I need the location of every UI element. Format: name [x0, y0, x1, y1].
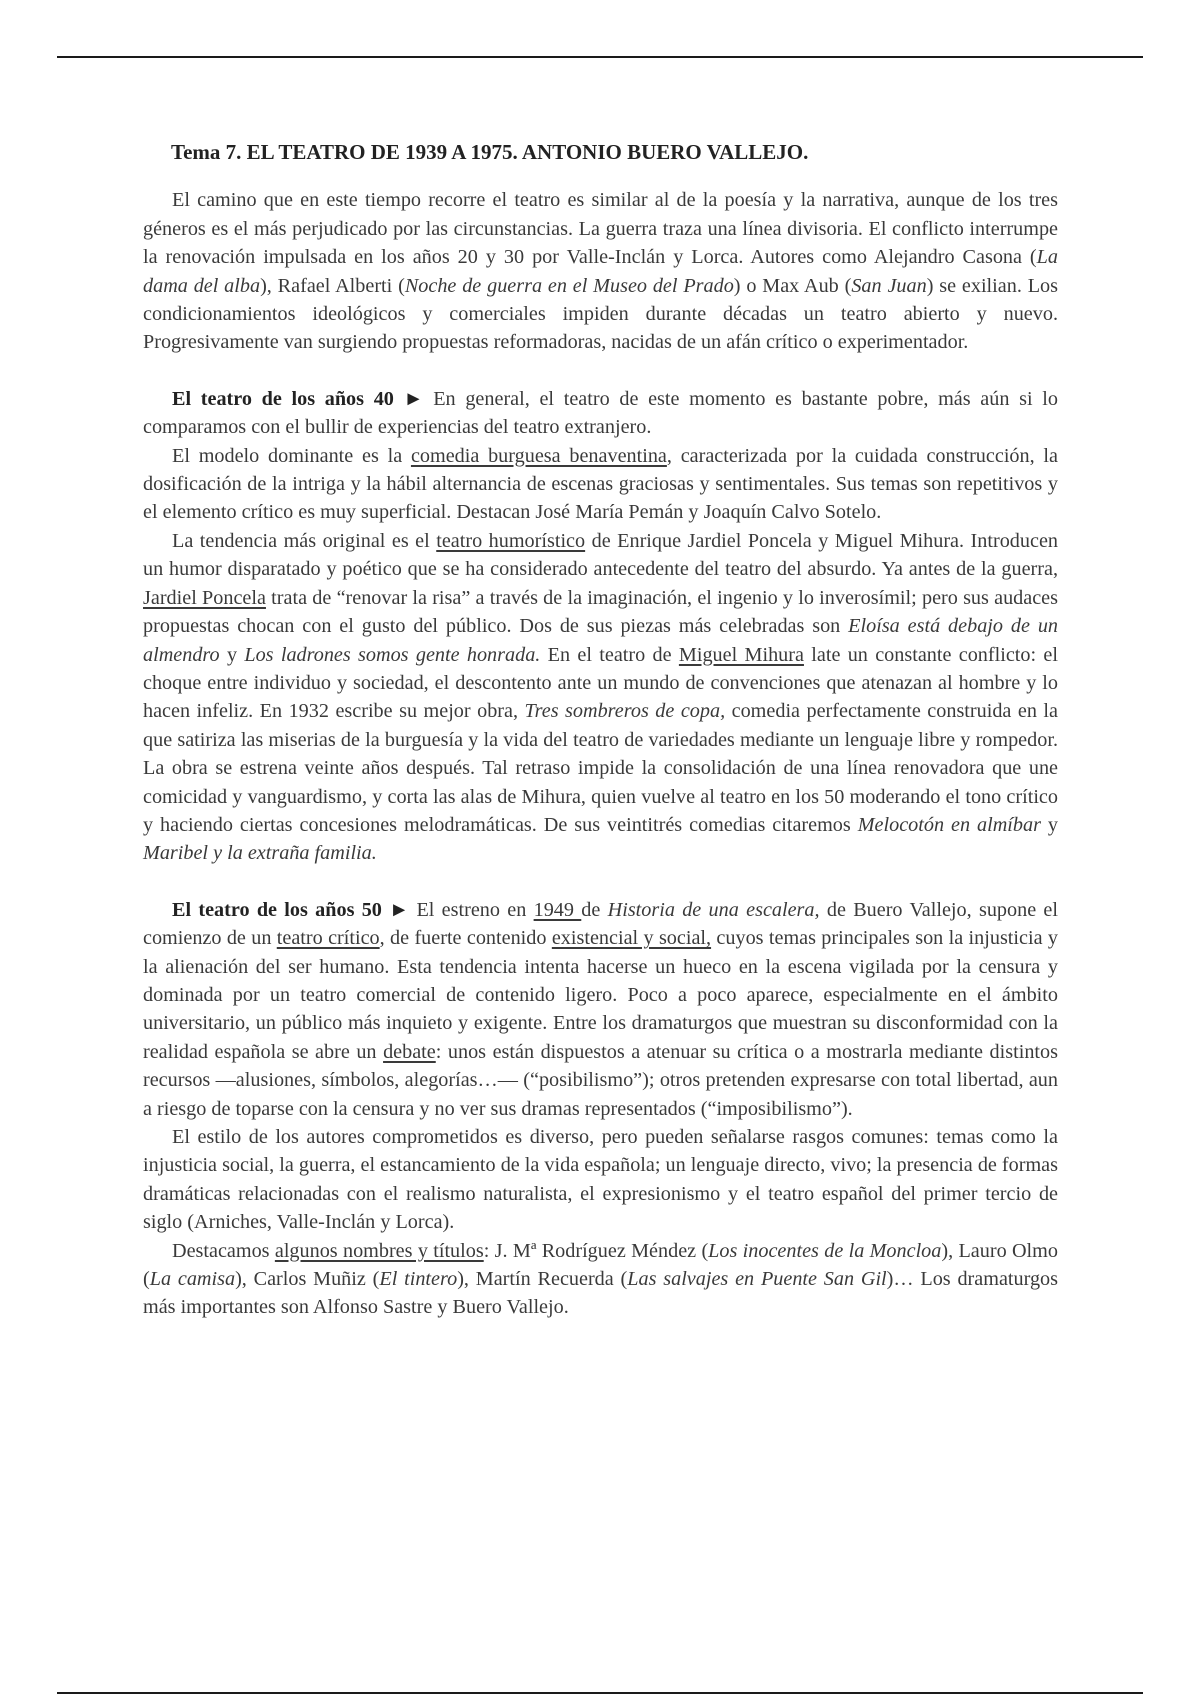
text: cuyos temas principales son la injusticia y la alienación del ser humano. Esta tendencia intenta hacerse un hueco en la escena vigilada por la censura y dominada por un teatro comercial de contenido ligero. Poco a poco aparece, especialmente en el ámbito universitario, un público más inquieto y exigente. Entre los dramaturgos que muestran su disconformidad con la realidad española se abre un [143, 927, 1058, 1063]
section-heading-50s: El teatro de los años 50 ► [172, 898, 410, 921]
work-title: Los inocentes de la Moncloa [708, 1239, 942, 1262]
key-term: Jardiel Poncela [143, 586, 266, 609]
work-title: Noche de guerra en el Museo del Prado [404, 274, 734, 297]
text: de Buero Vallejo, supone el comienzo de un [143, 898, 1059, 950]
work-title: El tintero [379, 1268, 458, 1291]
text: ) o Max Aub ( [733, 274, 852, 297]
text: ), Lauro Olmo ( [143, 1239, 1058, 1291]
text: En el teatro de [540, 643, 679, 666]
section-40s-paragraph-2 [143, 442, 1058, 527]
text: ), Martín Recuerda ( [457, 1268, 628, 1291]
work-title: Tres sombreros de copa, [524, 700, 726, 723]
text: y [1040, 813, 1058, 836]
text: ), Rafael Alberti ( [260, 274, 405, 297]
work-title: San Juan [851, 274, 927, 297]
top-rule [57, 56, 1143, 58]
text: , de fuerte contenido [379, 927, 552, 950]
key-term: existencial y social, [551, 927, 712, 950]
text: comedia perfectamente construida en la que satiriza las miserias de la burguesía y la vida del teatro de variedades mediante un lenguaje libre y rompedor. La obra se estrena veinte años después. Tal retraso impide la consolidación de una línea renovadora que une comicidad y vanguardismo, y corta las alas de Mihura, quien vuelve al teatro en los 50 moderando el tono crítico y haciendo ciertas concesiones melodramáticas. De sus veintitrés comedias citaremos [143, 700, 1058, 836]
text: El estreno en [409, 898, 534, 921]
key-term: teatro crítico [276, 927, 380, 950]
text: y [219, 643, 245, 666]
key-term: 1949 [533, 898, 582, 921]
text: Destacamos [172, 1239, 275, 1262]
text: de [581, 898, 608, 921]
work-title: Las salvajes en Puente San Gil [627, 1268, 887, 1291]
work-title: Historia de una escalera, [607, 898, 820, 921]
key-term: debate [383, 1040, 436, 1063]
work-title: Los ladrones somos gente honrada. [244, 643, 541, 666]
section-40s-paragraph-3 [143, 527, 1058, 868]
text: trata de “renovar la risa” a través de la imaginación, el ingenio y lo inverosímil; pero sus audaces propuestas chocan con el gusto del público. Dos de sus piezas más celebradas son [143, 586, 1059, 638]
text: )… Los dramaturgos más importantes son Alfonso Sastre y Buero Vallejo. [143, 1268, 1059, 1319]
text: En general, el teatro de este momento es bastante pobre, más aún si lo comparamos con el bullir de experiencias del teatro extranjero. [143, 387, 1058, 439]
key-term: comedia burguesa benaventina [410, 444, 667, 467]
work-title: La dama del alba [143, 246, 1058, 297]
text: late un constante conflicto: el choque entre individuo y sociedad, el descontento ante un mundo de convenciones que atenazan al hombre y lo hacen infeliz. En 1932 escribe su mejor obra, [143, 643, 1058, 723]
section-40s-intro [143, 385, 1058, 442]
text: La tendencia más original es el [172, 529, 437, 552]
section-heading-40s: El teatro de los años 40 ► [172, 387, 424, 410]
work-title: La camisa [149, 1268, 236, 1291]
section-50s-paragraph-3 [143, 1237, 1058, 1322]
text: ) se exilian. Los condicionamientos ideológicos y comerciales impiden durante décadas un teatro abierto y nuevo. Progresivamente van surgiendo propuestas reformadoras, nacidas de un afán crítico o experimentador. [143, 274, 1058, 354]
section-50s-intro [143, 896, 1058, 1123]
work-title: Eloísa está debajo de un almendro [143, 615, 1059, 666]
intro-paragraph [143, 186, 1058, 356]
text: El camino que en este tiempo recorre el teatro es similar al de la poesía y la narrativa, aunque de los tres géneros es el más perjudicado por las circunstancias. La guerra traza una línea divisoria. El conflicto interrumpe la renovación impulsada en los años 20 y 30 por Valle-Inclán y Lorca. Autores como Alejandro Casona ( [143, 189, 1058, 269]
text: ), Carlos Muñiz ( [235, 1268, 380, 1291]
document-body [143, 138, 1058, 1322]
work-title: Melocotón en almíbar [857, 813, 1041, 836]
key-term: teatro humorístico [436, 529, 586, 552]
text: de Enrique Jardiel Poncela y Miguel Mihura. Introducen un humor disparatado y poético que se ha considerado antecedente del teatro del absurdo. Ya antes de la guerra, [143, 529, 1058, 581]
key-term: algunos nombres y títulos [274, 1239, 484, 1262]
text: : J. Mª Rodríguez Méndez ( [483, 1239, 709, 1262]
page-title: Tema 7. EL TEATRO DE 1939 A 1975. ANTONIO BUERO VALLEJO. [171, 140, 809, 164]
text: : unos están dispuestos a atenuar su crítica o a mostrarla mediante distintos recursos —alusiones, símbolos, alegorías…— (“posibilismo”); otros pretenden expresarse con total libertad, aun a riesgo de toparse con la censura y no ver sus dramas representados (“imposibilismo”). [143, 1040, 1058, 1120]
key-term: Miguel Mihura [678, 643, 804, 666]
section-50s-paragraph-2: El estilo de los autores comprometidos es diverso, pero pueden señalarse rasgos comunes: temas como la injusticia social, la guerra, el estancamiento de la vida española; un lenguaje directo, vivo; la presencia de formas dramáticas relacionadas con el realismo naturalista, el expresionismo y el teatro español del primer tercio de siglo (Arniches, Valle-Inclán y Lorca). [143, 1126, 1058, 1234]
text: El modelo dominante es la [172, 444, 411, 467]
work-title: Maribel y la extraña familia. [143, 842, 377, 865]
text: , caracterizada por la cuidada construcción, la dosificación de la intriga y la hábil alternancia de escenas graciosas y sentimentales. Sus temas son repetitivos y el elemento crítico es muy superficial. Destacan José María Pemán y Joaquín Calvo Sotelo. [143, 444, 1058, 524]
bottom-rule [57, 1692, 1143, 1694]
